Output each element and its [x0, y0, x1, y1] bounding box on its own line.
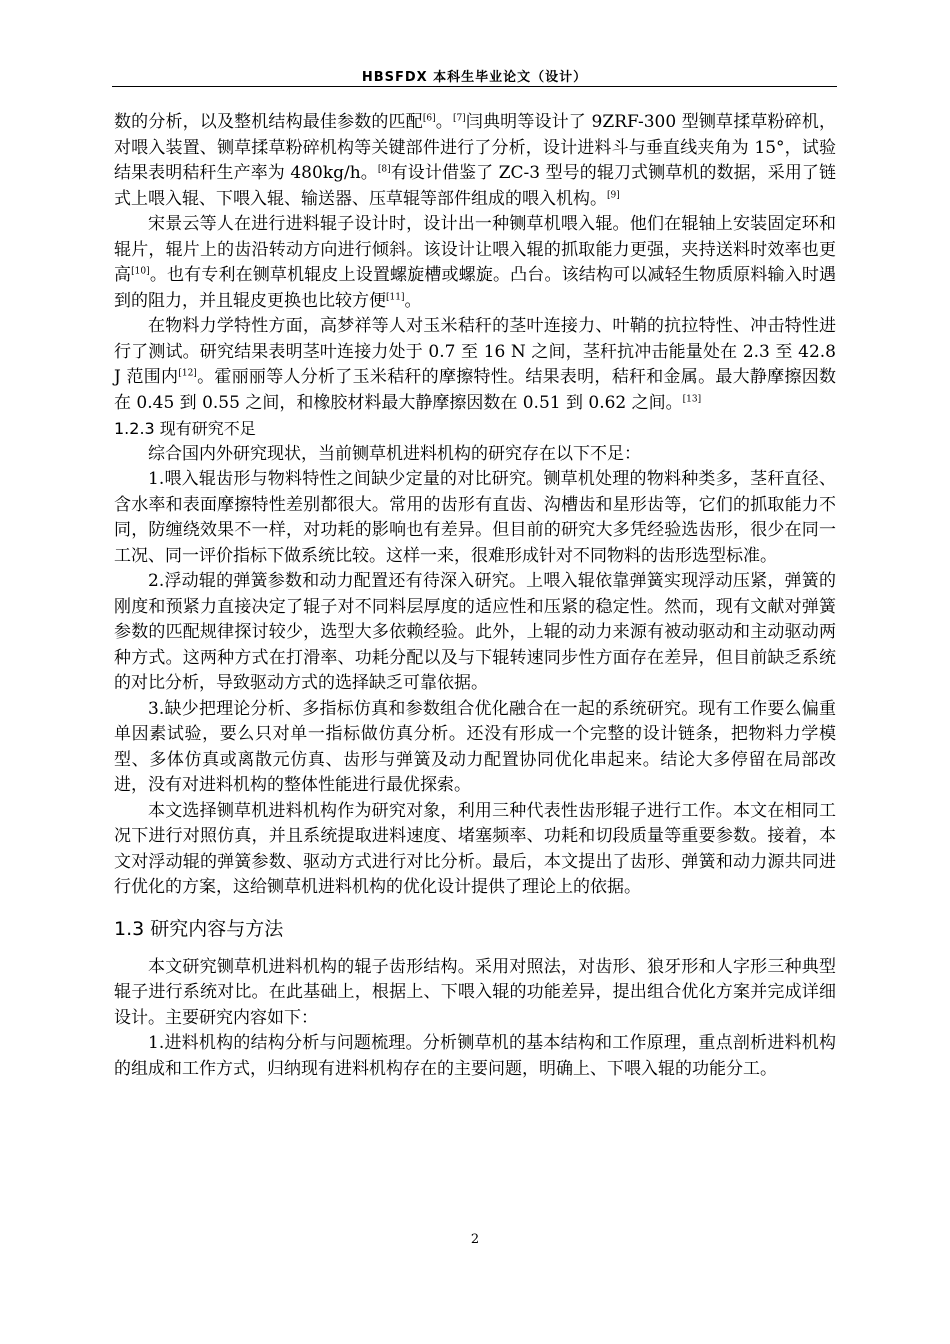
paragraph-3 — [114, 314, 836, 416]
paragraph-8: 本文选择铡草机进料机构作为研究对象，利用三种代表性齿形辊子进行工作。本文在相同工况下进行对照仿真，并且系统提取进料速度、堵塞频率、功耗和切段质量等重要参数。接着，本文对浮动辊的弹簧参数、驱动方式进行对比分析。最后，本文提出了齿形、弹簧和动力源共同进行优化的方案，这给铡草机进料机构的优化设计提供了理论上的依据。 — [114, 800, 836, 897]
running-header: HBSFDX 本科生毕业论文（设计） — [361, 70, 588, 85]
paragraph-6: 2.浮动辊的弹簧参数和动力配置还有待深入研究。上喂入辊依靠弹簧实现浮动压紧，弹簧的刚度和预紧力直接决定了辊子对不同料层厚度的适应性和压紧的稳定性。然而，现有文献对弹簧参数的匹配规律探讨较少，选型大多依赖经验。此外，上辊的动力来源有被动驱动和主动驱动两种方式。这两种方式在打滑率、功耗分配以及与下辊转速同步性方面存在差异，但目前缺乏系统的对比分析，导致驱动方式的选择缺乏可靠依据。 — [114, 571, 836, 693]
text-run: 有设计借鉴了 ZC-3 型号的辊刀式铡草机的数据，采用了链式上喂入辊、下喂入辊、输送器、压草辊等部件组成的喂入机构。 — [114, 163, 836, 209]
citation-13: [13] — [682, 393, 702, 404]
text-run: 宋景云等人在进行进料辊子设计时，设计出一种铡草机喂入辊。他们在辊轴上安装固定环和辊片，辊片上的齿沿转动方向进行倾斜。该设计让喂入辊的抓取能力更强，夹持送料时效率也更高 — [114, 214, 836, 285]
citation-11: [11] — [386, 291, 405, 302]
text-run: 。也有专利在铡草机辊皮上设置螺旋槽或螺旋。凸台。该结构可以减轻生物质原料输入时遇到的阻力，并且辊皮更换也比较方便 — [114, 265, 837, 311]
paragraph-1 — [114, 110, 836, 212]
text-run: 闫典明等设计了 9ZRF-300 型铡草揉草粉碎机，对喂入装置、铡草揉草粉碎机构等关键部件进行了分析，设计进料斗与垂直线夹角为 15°，试验结果表明秸秆生产率为 480kg/h。 — [114, 112, 837, 183]
citation-8: [8] — [377, 164, 391, 175]
paragraph-5: 1.喂入辊齿形与物料特性之间缺少定量的对比研究。铡草机处理的物料种类多，茎秆直径、含水率和表面摩擦特性差别都很大。常用的齿形有直齿、沟槽齿和星形齿等，它们的抓取能力不同，防缠绕效果不一样，对功耗的影响也有差异。但目前的研究大多凭经验选齿形，很少在同一工况、同一评价指标下做系统比较。这样一来，很难形成针对不同物料的齿形选型标准。 — [114, 469, 836, 566]
citation-6: [6] — [422, 113, 436, 124]
text-run: 。霍丽丽等人分析了玉米秸秆的摩擦特性。结果表明，秸秆和金属。最大静摩擦因数在 0.45 到 0.55 之间，和橡胶材料最大静摩擦因数在 0.51 到 0.62 之间。 — [114, 367, 837, 413]
citation-7: [7] — [452, 113, 466, 124]
text-run: 。 — [435, 112, 453, 132]
subsection-heading-1-2-3: 1.2.3 现有研究不足 — [114, 419, 256, 438]
section-heading-1-3: 1.3 研究内容与方法 — [114, 917, 284, 940]
header-rule — [112, 86, 837, 87]
paragraph-7: 3.缺少把理论分析、多指标仿真和参数组合优化融合在一起的系统研究。现有工作要么偏重单因素试验，要么只对单一指标做仿真分析。还没有形成一个完整的设计链条，把物料力学模型、多体仿真或离散元仿真、齿形与弹簧及动力配置协同优化串起来。结论大多停留在局部改进，没有对进料机构的整体性能进行最优探索。 — [114, 698, 836, 795]
page-number: 2 — [470, 1232, 480, 1247]
paragraph-4: 综合国内外研究现状，当前铡草机进料机构的研究存在以下不足： — [148, 443, 641, 464]
paragraph-2 — [114, 212, 836, 314]
citation-9: [9] — [607, 189, 620, 200]
text-run: 。 — [404, 290, 422, 311]
text-run: 数的分析，以及整机结构最佳参数的匹配 — [114, 112, 423, 132]
text-run: 在物料力学特性方面，高梦祥等人对玉米秸秆的茎叶连接力、叶鞘的抗拉特性、冲击特性进行了测试。研究结果表明茎叶连接力处于 0.7 至 16 N 之间，茎秆抗冲击能量处在 2.3 至 42.8 J 范围内 — [114, 316, 836, 387]
paragraph-9: 本文研究铡草机进料机构的辊子齿形结构。采用对照法，对齿形、狼牙形和人字形三种典型辊子进行系统对比。在此基础上，根据上、下喂入辊的功能差异，提出组合优化方案并完成详细设计。主要研究内容如下： — [114, 956, 836, 1028]
citation-10: [10] — [131, 266, 150, 277]
paragraph-10: 1.进料机构的结构分析与问题梳理。分析铡草机的基本结构和工作原理，重点剖析进料机构的组成和工作方式，归纳现有进料机构存在的主要问题，明确上、下喂入辊的功能分工。 — [114, 1033, 836, 1079]
page-body — [114, 110, 836, 1082]
citation-12: [12] — [178, 368, 197, 379]
